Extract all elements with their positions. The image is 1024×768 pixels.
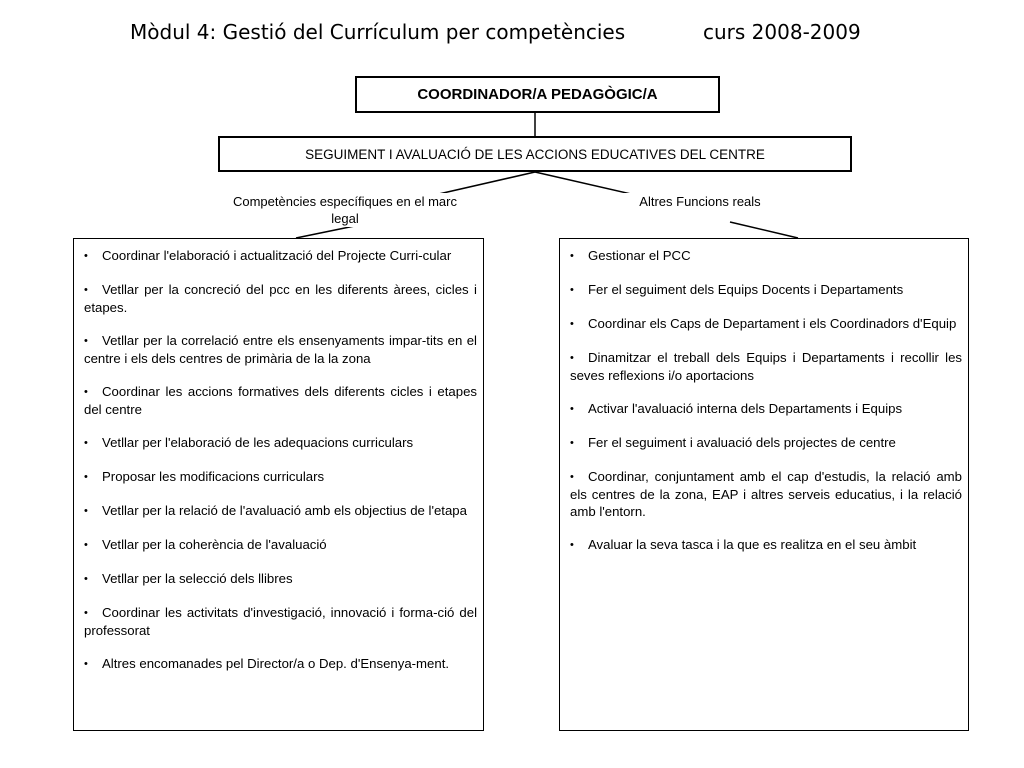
list-item-text: Vetllar per la correlació entre els ensenyaments impar-tits en el centre i els dels centres de primària de la la zona bbox=[84, 333, 477, 366]
bullet-icon: • bbox=[570, 403, 574, 415]
legal-competencies-list bbox=[84, 247, 477, 673]
list-item-text: Altres encomanades pel Director/a o Dep. d'Ensenya-ment. bbox=[102, 656, 450, 671]
bullet-icon: • bbox=[84, 505, 88, 517]
list-item-text: Coordinar els Caps de Departament i els Coordinadors d'Equip bbox=[588, 316, 957, 331]
monitoring-label: SEGUIMENT I AVALUACIÓ DE LES ACCIONS EDUCATIVES DEL CENTRE bbox=[305, 146, 765, 162]
list-item-text: Fer el seguiment i avaluació dels projectes de centre bbox=[588, 435, 896, 450]
coordinator-label: COORDINADOR/A PEDAGÒGIC/A bbox=[417, 86, 658, 103]
list-item-text: Vetllar per la selecció dels llibres bbox=[102, 571, 293, 586]
list-item-text: Avaluar la seva tasca i la que es realitza en el seu àmbit bbox=[588, 537, 917, 552]
real-functions-box bbox=[559, 238, 969, 731]
course-year: curs 2008-2009 bbox=[703, 20, 861, 44]
list-item-text: Coordinar les accions formatives dels diferents cicles i etapes del centre bbox=[84, 384, 477, 417]
bullet-icon: • bbox=[84, 658, 88, 670]
bullet-icon: • bbox=[84, 386, 88, 398]
bullet-icon: • bbox=[84, 471, 88, 483]
list-item-text: Coordinar l'elaboració i actualització del Projecte Curri-cular bbox=[102, 248, 452, 263]
list-item-text: Vetllar per la coherència de l'avaluació bbox=[102, 537, 327, 552]
legal-competency-item bbox=[84, 502, 477, 520]
right-branch-label: Altres Funcions reals bbox=[620, 193, 780, 210]
module-title: Mòdul 4: Gestió del Currículum per competències bbox=[130, 20, 626, 44]
real-function-item bbox=[570, 400, 962, 418]
legal-competency-item bbox=[84, 383, 477, 418]
legal-competency-item bbox=[84, 332, 477, 367]
list-item-text: Gestionar el PCC bbox=[588, 248, 691, 263]
bullet-icon: • bbox=[84, 284, 88, 296]
bullet-icon: • bbox=[570, 471, 574, 483]
real-function-item bbox=[570, 434, 962, 452]
legal-competency-item bbox=[84, 247, 477, 265]
list-item-text: Activar l'avaluació interna dels Departaments i Equips bbox=[588, 401, 903, 416]
real-function-item bbox=[570, 281, 962, 299]
legal-competency-item bbox=[84, 604, 477, 639]
list-item-text: Vetllar per la concreció del pcc en les diferents àrees, cicles i etapes. bbox=[84, 282, 477, 315]
legal-competency-item bbox=[84, 434, 477, 452]
connector-right-lower bbox=[730, 222, 798, 238]
bullet-icon: • bbox=[570, 284, 574, 296]
real-function-item bbox=[570, 247, 962, 265]
list-item-text: Coordinar les activitats d'investigació, innovació i forma-ció del professorat bbox=[84, 605, 477, 638]
real-function-item bbox=[570, 349, 962, 384]
bullet-icon: • bbox=[570, 437, 574, 449]
bullet-icon: • bbox=[84, 607, 88, 619]
list-item-text: Vetllar per la relació de l'avaluació amb els objectius de l'etapa bbox=[102, 503, 467, 518]
bullet-icon: • bbox=[84, 437, 88, 449]
real-function-item bbox=[570, 315, 962, 333]
list-item-text: Coordinar, conjuntament amb el cap d'estudis, la relació amb els centres de la zona, EAP i altres serveis educatius, i la relació amb l'entorn. bbox=[570, 469, 962, 519]
real-function-item bbox=[570, 536, 962, 554]
bullet-icon: • bbox=[570, 539, 574, 551]
list-item-text: Fer el seguiment dels Equips Docents i Departaments bbox=[588, 282, 904, 297]
legal-competencies-box bbox=[73, 238, 484, 731]
bullet-icon: • bbox=[84, 573, 88, 585]
list-item-text: Proposar les modificacions curriculars bbox=[102, 469, 325, 484]
real-function-item bbox=[570, 468, 962, 520]
bullet-icon: • bbox=[84, 250, 88, 262]
coordinator-box bbox=[355, 76, 720, 113]
monitoring-box bbox=[218, 136, 852, 172]
legal-competency-item bbox=[84, 281, 477, 316]
legal-competency-item bbox=[84, 468, 477, 486]
real-functions-list bbox=[570, 247, 962, 554]
bullet-icon: • bbox=[570, 250, 574, 262]
legal-competency-item bbox=[84, 536, 477, 554]
bullet-icon: • bbox=[84, 539, 88, 551]
bullet-icon: • bbox=[570, 352, 574, 364]
bullet-icon: • bbox=[570, 318, 574, 330]
legal-competency-item bbox=[84, 655, 477, 673]
legal-competency-item bbox=[84, 570, 477, 588]
list-item-text: Dinamitzar el treball dels Equips i Departaments i recollir les seves reflexions i/o aportacions bbox=[570, 350, 962, 383]
bullet-icon: • bbox=[84, 335, 88, 347]
left-branch-label: Competències específiques en el marc legal bbox=[225, 193, 465, 227]
list-item-text: Vetllar per l'elaboració de les adequacions curriculars bbox=[102, 435, 414, 450]
